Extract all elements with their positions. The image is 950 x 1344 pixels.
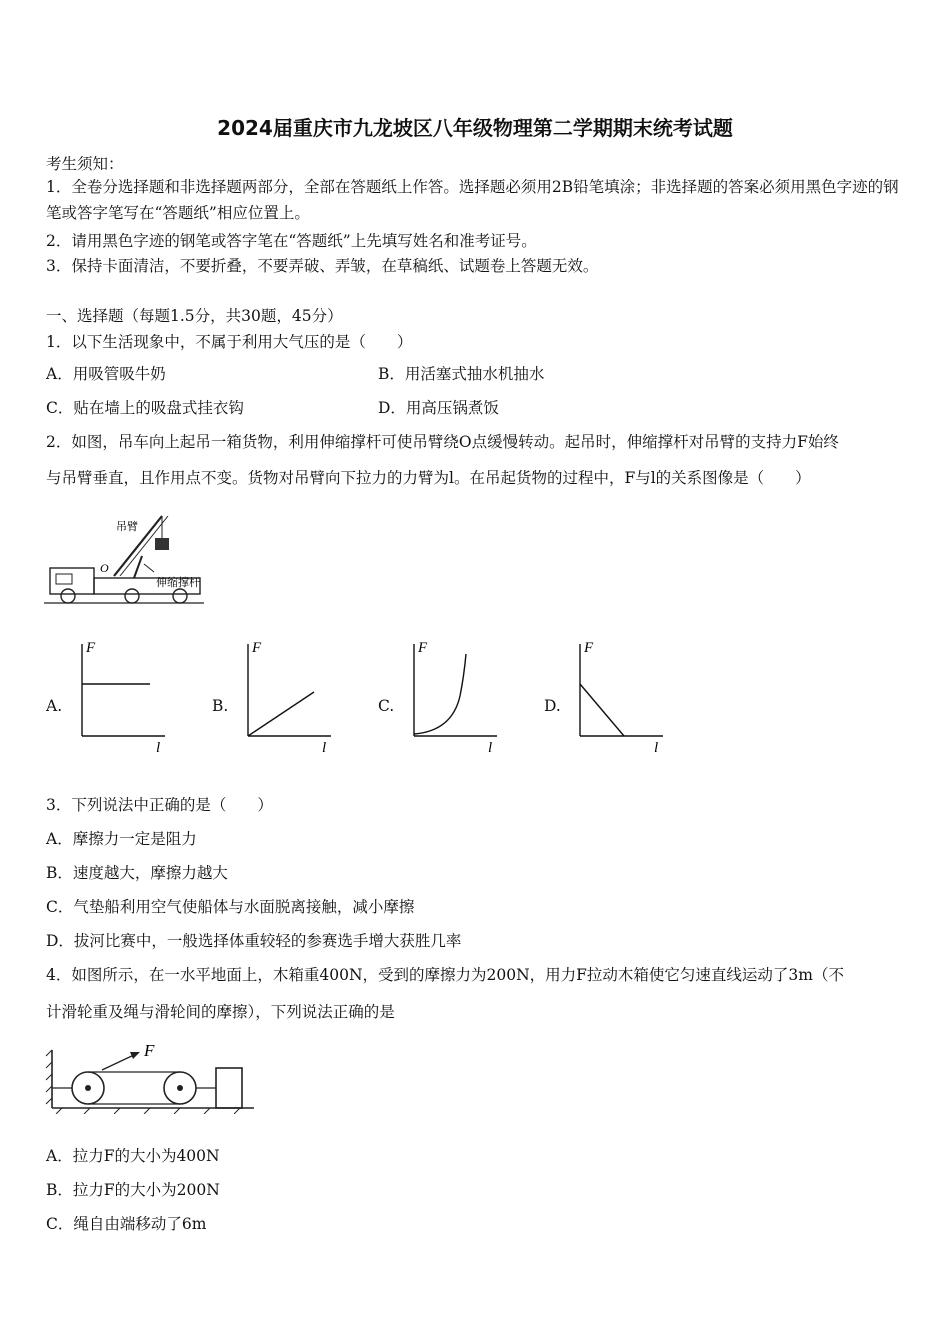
graph-curve [580, 684, 624, 736]
q1-stem: 1．以下生活现象中，不属于利用大气压的是（ ） [46, 333, 413, 351]
notice-item-3: 3．保持卡面清洁，不要折叠，不要弄破、弄皱，在草稿纸、试题卷上答题无效。 [46, 257, 599, 275]
telescopic-rod [134, 556, 142, 578]
q1-option-b[interactable]: B．用活塞式抽水机抽水 [378, 365, 545, 383]
q2-stem-line1: 2．如图，吊车向上起吊一箱货物，利用伸缩撑杆可使吊臂绕O点缓慢转动。起吊时，伸缩撑杆对吊臂的支持力F始终 [46, 433, 839, 451]
crane-figure [44, 508, 244, 608]
truck-window [56, 574, 72, 584]
q2-graph-b[interactable] [236, 636, 336, 754]
force-arrow [102, 1054, 136, 1070]
q3-option-d[interactable]: D．拔河比赛中，一般选择体重较轻的参赛选手增大获胜几率 [46, 932, 462, 950]
rod-label: 伸缩撑杆 [156, 577, 200, 589]
wheel [61, 589, 75, 603]
q1-option-c[interactable]: C．贴在墙上的吸盘式挂衣钩 [46, 399, 244, 417]
notice-heading: 考生须知： [46, 155, 124, 173]
q3-option-a[interactable]: A．摩擦力一定是阻力 [46, 830, 197, 848]
q2-graph-c[interactable] [402, 636, 502, 754]
q2-option-a-label[interactable]: A. [46, 697, 63, 715]
notice-item-2: 2．请用黑色字迹的钢笔或答字笔在“答题纸”上先填写姓名和准考证号。 [46, 232, 537, 250]
q2-option-d-label[interactable]: D. [544, 697, 561, 715]
wheel [173, 589, 187, 603]
q4-option-c[interactable]: C．绳自由端移动了6m [46, 1215, 207, 1233]
q1-option-d[interactable]: D．用高压锅煮饭 [378, 399, 499, 417]
q3-stem: 3．下列说法中正确的是（ ） [46, 796, 273, 814]
pulley-figure [44, 1040, 259, 1114]
arrow-head [130, 1052, 140, 1059]
q2-graph-d[interactable] [568, 636, 668, 754]
q2-option-b-label[interactable]: B. [212, 697, 229, 715]
q4-stem-line1: 4．如图所示，在一水平地面上，木箱重400N，受到的摩擦力为200N，用力F拉动木箱使它匀速直线运动了3m（不 [46, 966, 844, 984]
section-heading: 一、选择题（每题1.5分，共30题，45分） [46, 307, 343, 325]
graph-curve [414, 654, 466, 734]
x-axis-label: l [156, 740, 161, 754]
q2-stem-line2: 与吊臂垂直，且作用点不变。货物对吊臂向下拉力的力臂为l。在吊起货物的过程中，F与l的关系图像是（ ） [46, 469, 811, 487]
q2-option-c-label[interactable]: C. [378, 697, 395, 715]
q3-option-b[interactable]: B．速度越大，摩擦力越大 [46, 864, 228, 882]
rod-pointer [144, 564, 154, 572]
q4-option-b[interactable]: B．拉力F的大小为200N [46, 1181, 220, 1199]
pivot-label: O [100, 561, 109, 575]
arm-label: 吊臂 [116, 521, 138, 533]
y-axis-label: F [418, 640, 428, 656]
x-axis-label: l [654, 740, 659, 754]
x-axis-label: l [322, 740, 327, 754]
wheel [125, 589, 139, 603]
notice-item-1: 1．全卷分选择题和非选择题两部分，全部在答题纸上作答。选择题必须用2B铅笔填涂；非选择题的答案必须用黑色字迹的钢笔或答字笔写在“答题纸”相应位置上。 [46, 178, 899, 222]
q4-stem-line2: 计滑轮重及绳与滑轮间的摩擦），下列说法正确的是 [46, 1003, 395, 1021]
force-label: F [144, 1041, 155, 1060]
page-title: 2024届重庆市九龙坡区八年级物理第二学期期末统考试题 [217, 116, 733, 140]
q4-option-a[interactable]: A．拉力F的大小为400N [46, 1147, 220, 1165]
y-axis-label: F [252, 640, 262, 656]
q3-option-c[interactable]: C．气垫船利用空气使船体与水面脱离接触，减小摩擦 [46, 898, 415, 916]
y-axis-label: F [584, 640, 594, 656]
cargo-box [155, 538, 169, 550]
q1-option-a[interactable]: A．用吸管吸牛奶 [46, 365, 166, 383]
x-axis-label: l [488, 740, 493, 754]
graph-curve [248, 692, 314, 736]
y-axis-label: F [86, 640, 96, 656]
wooden-box [216, 1068, 242, 1108]
q2-graph-a[interactable] [70, 636, 170, 754]
